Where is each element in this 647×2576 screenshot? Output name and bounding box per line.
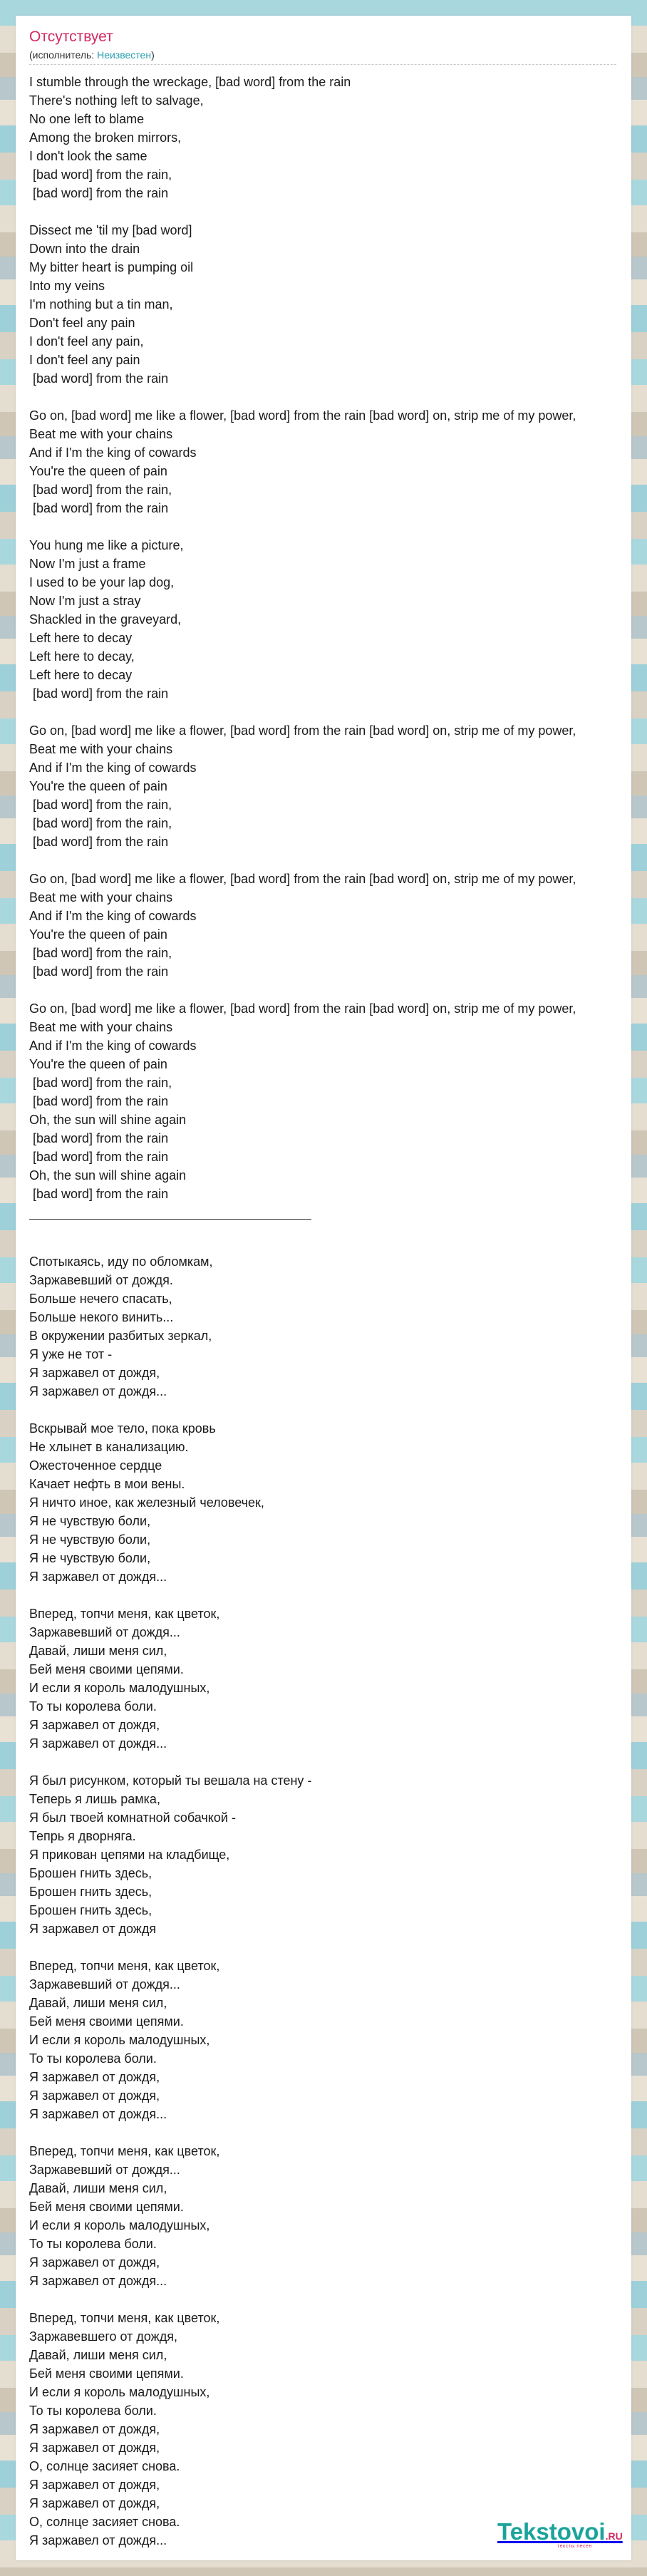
lyric-line: Among the broken mirrors, [29,130,182,145]
lyric-line: [bad word] from the rain [29,1187,169,1201]
lyric-line: [bad word] from the rain [29,686,169,701]
stanza [29,73,642,202]
lyric-line: Заржавевший от дождя... [29,1977,180,1992]
lyric-line: Я заржавел от дождя, [29,2478,160,2492]
lyric-line: Бей меня своими цепями. [29,2366,184,2381]
lyric-line: Oh, the sun will shine again [29,1113,187,1127]
lyric-line: Больше нечего спасать, [29,1292,172,1306]
lyric-line: [bad word] from the rain, [29,798,172,812]
lyric-line: You're the queen of pain [29,1057,167,1071]
lyric-line: I don't feel any pain, [29,334,144,349]
lyric-line: Я заржавел от дождя... [29,1570,167,1584]
lyric-line: Я заржавел от дождя, [29,2422,160,2436]
lyric-line: И если я король малодушных, [29,2033,210,2047]
lyric-line: Я заржавел от дождя, [29,2088,160,2103]
lyric-line: Я заржавел от дождя, [29,2496,160,2510]
lyric-line: And if I'm the king of cowards [29,1039,197,1053]
lyric-line: В окружении разбитых зеркал, [29,1329,212,1343]
lyric-line: And if I'm the king of cowards [29,761,197,775]
lyric-line: Вперед, топчи меня, как цветок, [29,1607,220,1621]
lyric-line: Я заржавел от дождя [29,1922,157,1936]
lyric-line: Left here to decay, [29,649,135,664]
stanza [29,221,642,388]
lyric-line: О, солнце засияет снова. [29,2459,180,2473]
lyric-line: I'm nothing but a tin man, [29,297,173,311]
lyric-line: Вперед, топчи меня, как цветок, [29,2144,220,2158]
lyric-line: Заржавевшего от дождя, [29,2329,177,2344]
lyric-line: Я не чувствую боли, [29,1532,151,1547]
lyric-line: Я заржавел от дождя, [29,2441,160,2455]
lyric-line: [bad word] from the rain [29,964,169,979]
lyric-line: And if I'm the king of cowards [29,909,197,923]
lyric-line: Я заржавел от дождя... [29,2274,167,2288]
stanza [29,1771,642,1938]
logo-wordmark: Tekstovoi.RU [497,2518,623,2545]
lyric-line: Давай, лиши меня сил, [29,2348,167,2362]
lyric-line: Go on, [bad word] me like a flower, [bad word] from the rain [bad word] on, strip me of my power, [29,1001,576,1016]
lyric-line: Бей меня своими цепями. [29,1662,184,1676]
lyric-line: Спотыкаясь, иду по обломкам, [29,1254,213,1269]
lyric-line: Я заржавел от дождя... [29,2107,167,2121]
lyric-line: Вперед, топчи меня, как цветок, [29,1959,220,1973]
lyric-line: My bitter heart is pumping oil [29,260,194,274]
lyric-line: Я заржавел от дождя... [29,1736,167,1751]
lyric-line: I used to be your lap dog, [29,575,175,589]
artist-link[interactable]: Неизвестен [97,49,152,61]
lyric-line: I don't look the same [29,149,147,163]
lyric-line: Я был рисунком, который ты вешала на стену - [29,1773,312,1788]
lyric-line: [bad word] from the rain [29,1131,169,1145]
lyric-line: [bad word] from the rain [29,1094,169,1108]
lyric-line: No one left to blame [29,112,145,126]
lyric-line: You're the queen of pain [29,464,167,478]
lyric-line: There's nothing left to salvage, [29,93,204,108]
stanza [29,1604,642,1753]
artist-suffix: ) [151,49,155,61]
lyric-line: Into my veins [29,279,105,293]
lyric-line: Качает нефть в мои вены. [29,1477,185,1491]
lyric-line: Тепрь я дворняга. [29,1829,136,1843]
lyric-line: [bad word] from the rain [29,501,169,515]
lyric-line: [bad word] from the rain [29,1150,169,1164]
lyric-line: Down into the drain [29,242,140,256]
lyric-line: Oh, the sun will shine again [29,1168,187,1183]
stanza [29,870,642,981]
lyric-line: Go on, [bad word] me like a flower, [bad word] from the rain [bad word] on, strip me of my power, [29,872,576,886]
site-logo[interactable] [497,2519,623,2547]
logo-tagline: тексты песен [557,2544,592,2549]
lyric-line: Я прикован цепями на кладбище, [29,1848,230,1862]
lyric-line: [bad word] from the rain [29,835,169,849]
lyric-line: Я заржавел от дождя, [29,1366,160,1380]
lyric-line: Я заржавел от дождя, [29,1718,160,1732]
divider-line [29,1219,311,1220]
lyric-line: То ты королева боли. [29,2237,157,2251]
lyric-line: Beat me with your chains [29,742,173,756]
lyrics-original [29,73,642,1203]
lyric-line: And if I'm the king of cowards [29,445,197,460]
lyric-line: Брошен гнить здесь, [29,1903,152,1917]
stanza [29,2142,642,2290]
lyric-line: [bad word] from the rain [29,371,169,386]
lyric-line: Я заржавел от дождя, [29,2255,160,2270]
lyric-line: I stumble through the wreckage, [bad word] from the rain [29,75,351,89]
lyric-line: Заржавевший от дождя... [29,2163,180,2177]
lyric-line: Я не чувствую боли, [29,1551,151,1565]
lyric-line: Now I'm just a frame [29,557,146,571]
lyric-line: Ожесточенное сердце [29,1458,162,1473]
lyric-line: И если я король малодушных, [29,2218,210,2232]
lyrics-translation [29,1252,642,2550]
stanza [29,999,642,1203]
lyric-line: [bad word] from the rain, [29,483,172,497]
lyric-line: Now I'm just a stray [29,594,141,608]
lyric-line: То ты королева боли. [29,1699,157,1714]
lyric-line: [bad word] from the rain, [29,1076,172,1090]
stanza [29,536,642,703]
lyric-line: Beat me with your chains [29,427,173,441]
lyric-line: Я заржавел от дождя... [29,2533,167,2547]
stanza [29,721,642,851]
lyric-line: Shackled in the graveyard, [29,612,182,627]
lyric-line: Go on, [bad word] me like a flower, [bad word] from the rain [bad word] on, strip me of my power, [29,408,576,423]
lyric-line: Я заржавел от дождя... [29,1384,167,1398]
lyric-line: Брошен гнить здесь, [29,1866,152,1880]
lyric-line: You hung me like a picture, [29,538,184,552]
stanza [29,2309,642,2550]
lyric-line: I don't feel any pain [29,353,140,367]
lyric-line: То ты королева боли. [29,2051,157,2066]
lyric-line: Теперь я лишь рамка, [29,1792,160,1806]
lyric-line: Бей меня своими цепями. [29,2200,184,2214]
stanza [29,1957,642,2123]
lyric-line: Бей меня своими цепями. [29,2014,184,2029]
lyric-line: Я был твоей комнатной собачкой - [29,1810,236,1825]
lyric-line: Dissect me 'til my [bad word] [29,223,192,237]
lyric-line: Don't feel any pain [29,316,135,330]
lyric-line: Beat me with your chains [29,1020,173,1034]
lyric-line: Давай, лиши меня сил, [29,2181,167,2195]
lyric-line: И если я король малодушных, [29,1681,210,1695]
lyric-line: Я уже не тот - [29,1347,113,1361]
lyric-line: Заржавевший от дождя. [29,1273,173,1287]
artist-prefix: (исполнитель: [29,49,98,61]
lyric-line: Больше некого винить... [29,1310,174,1324]
lyric-line: Вскрывай мое тело, пока кровь [29,1421,216,1436]
lyric-line: О, солнце засияет снова. [29,2515,180,2529]
lyric-line: You're the queen of pain [29,927,167,942]
stanza [29,1252,642,1401]
lyric-line: Давай, лиши меня сил, [29,1996,167,2010]
lyric-line: Вперед, топчи меня, как цветок, [29,2311,220,2325]
song-title: Отсутствует [29,29,113,45]
lyric-line: [bad word] from the rain, [29,168,172,182]
lyric-line: И если я король малодушных, [29,2385,210,2399]
lyric-line: Давай, лиши меня сил, [29,1644,167,1658]
stanza [29,1419,642,1586]
lyric-line: [bad word] from the rain, [29,816,172,830]
lyric-line: [bad word] from the rain [29,186,169,200]
artist-line [29,48,616,65]
lyric-line: Go on, [bad word] me like a flower, [bad word] from the rain [bad word] on, strip me of my power, [29,723,576,738]
lyric-line: Я не чувствую боли, [29,1514,151,1528]
lyric-line: [bad word] from the rain, [29,946,172,960]
lyric-line: You're the queen of pain [29,779,167,793]
lyric-line: Не хлынет в канализацию. [29,1440,189,1454]
lyric-line: Beat me with your chains [29,890,173,905]
lyrics-card [16,16,631,2560]
lyric-line: Я заржавел от дождя, [29,2070,160,2084]
lyric-line: Брошен гнить здесь, [29,1885,152,1899]
lyric-line: Заржавевший от дождя... [29,1625,180,1639]
lyric-line: Left here to decay [29,668,133,682]
stanza [29,406,642,517]
lyric-line: Left here to decay [29,631,133,645]
lyrics-body [29,73,642,2568]
lyric-line: Я ничто иное, как железный человечек, [29,1495,264,1510]
lyric-line: То ты королева боли. [29,2404,157,2418]
